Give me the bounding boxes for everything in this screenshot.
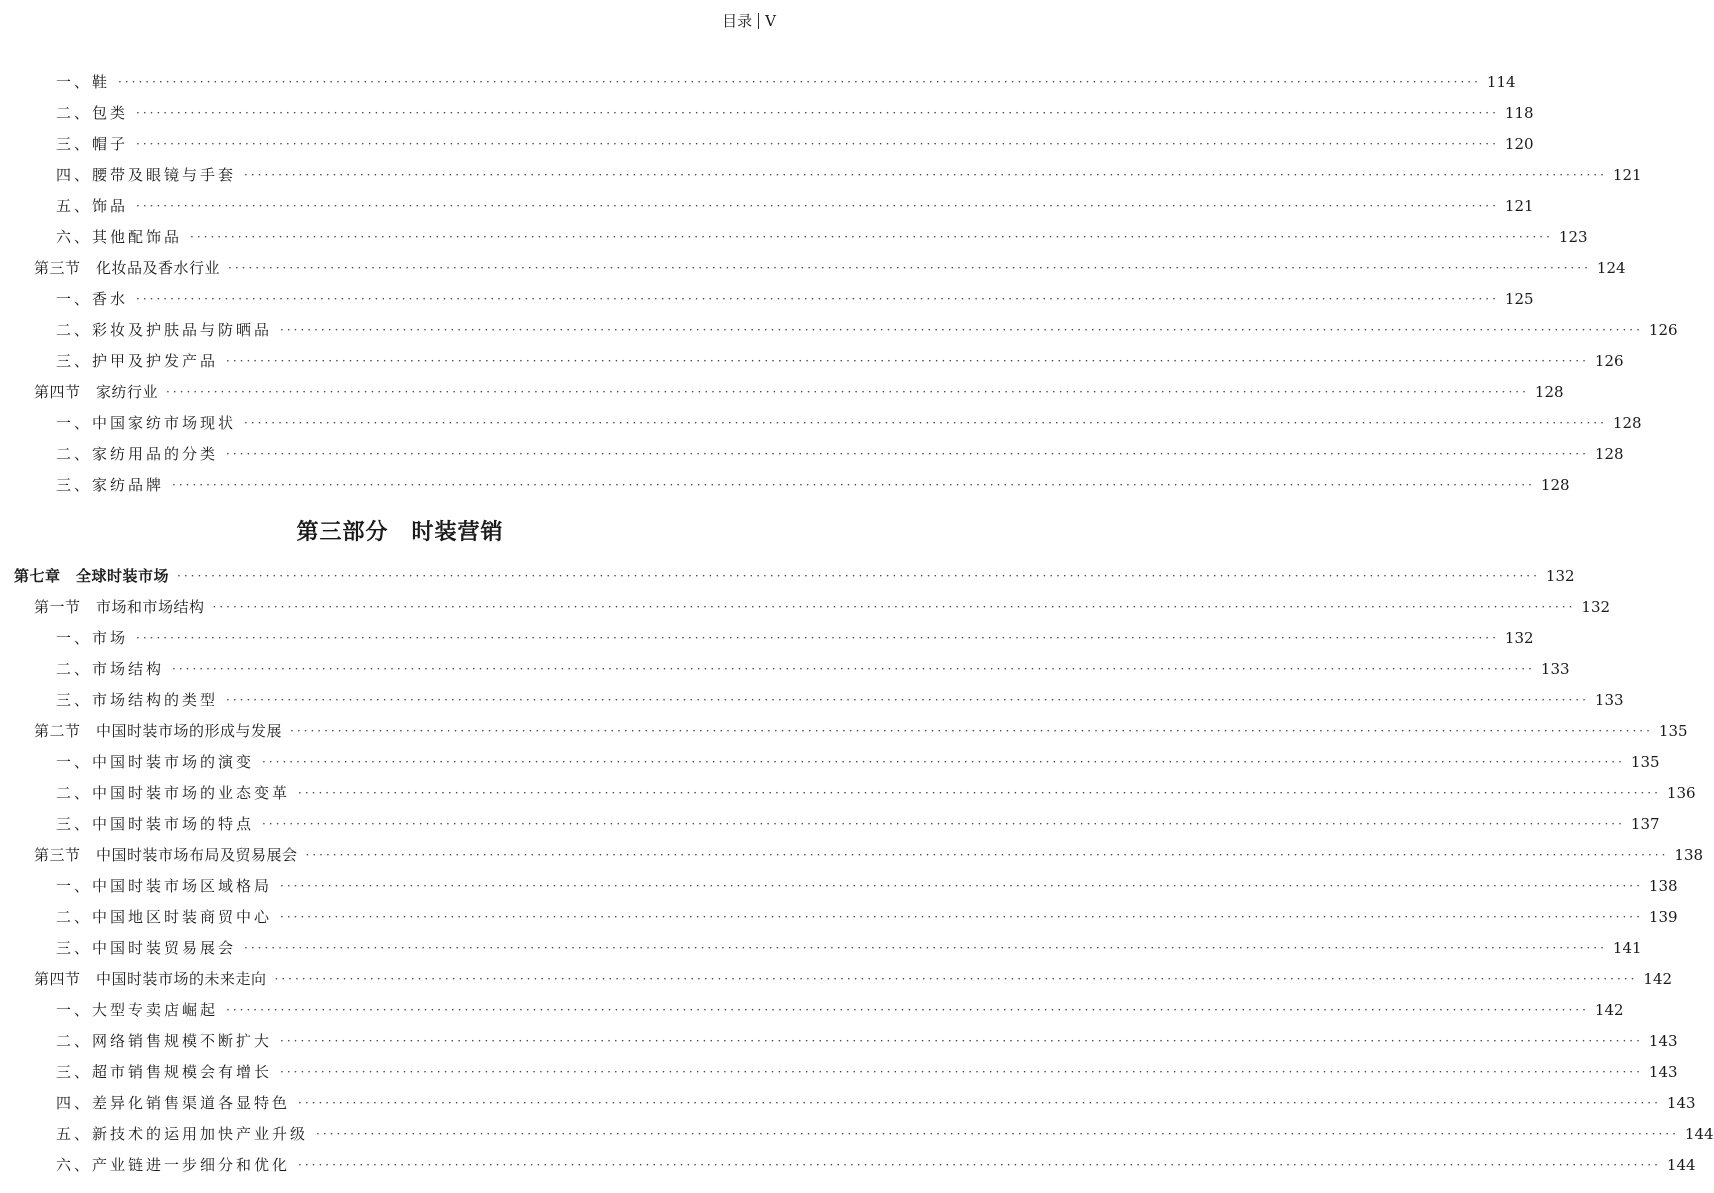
toc-entry-label: 一、香水: [56, 290, 129, 308]
toc-item-entry[interactable]: [0, 622, 1534, 653]
toc-item-entry[interactable]: [0, 870, 1678, 901]
toc-entry-page: 128: [1540, 475, 1570, 494]
toc-item-entry[interactable]: [0, 66, 1516, 97]
toc-leader-dots: ········································································································································································································: [136, 291, 1499, 306]
toc-entry-label: 二、家纺用品的分类: [56, 445, 219, 463]
toc-entry-page: 143: [1648, 1062, 1678, 1081]
toc-section-before: [0, 66, 1678, 500]
toc-leader-dots: ········································································································································································································: [290, 723, 1653, 738]
toc-entry-label: 第七章 全球时装市场: [14, 567, 170, 585]
toc-leader-dots: ········································································································································································································: [226, 353, 1589, 368]
toc-entry-page: 121: [1504, 196, 1534, 215]
toc-section-entry[interactable]: [0, 715, 1688, 746]
toc-leader-dots: ········································································································································································································: [280, 878, 1643, 893]
toc-entry-label: 三、帽子: [56, 135, 129, 153]
toc-item-entry[interactable]: [0, 1149, 1696, 1180]
toc-entry-page: 126: [1594, 351, 1624, 370]
toc-entry-page: 143: [1648, 1031, 1678, 1050]
toc-entry-label: 二、中国时装市场的业态变革: [56, 784, 291, 802]
toc-entry-page: 114: [1486, 72, 1516, 91]
toc-entry-page: 144: [1666, 1155, 1696, 1174]
toc-item-entry[interactable]: [0, 1118, 1714, 1149]
toc-entry-page: 123: [1558, 227, 1588, 246]
toc-leader-dots: ········································································································································································································: [212, 599, 1576, 614]
toc-entry-label: 三、中国时装贸易展会: [56, 939, 237, 957]
toc-leader-dots: ········································································································································································································: [166, 384, 1529, 399]
toc-leader-dots: ········································································································································································································: [280, 322, 1643, 337]
toc-item-entry[interactable]: [0, 932, 1642, 963]
header-page-number: V: [765, 11, 776, 30]
toc-leader-dots: ········································································································································································································: [136, 105, 1499, 120]
toc-item-entry[interactable]: [0, 469, 1570, 500]
toc-entry-page: 138: [1648, 876, 1678, 895]
toc-entry-page: 128: [1594, 444, 1624, 463]
toc-entry-label: 三、市场结构的类型: [56, 691, 219, 709]
toc-entry-label: 一、市场: [56, 629, 129, 647]
toc-entry-label: 四、差异化销售渠道各显特色: [56, 1094, 291, 1112]
toc-chapter-entry[interactable]: [0, 560, 1575, 591]
toc-leader-dots: ········································································································································································································: [316, 1126, 1679, 1141]
toc-item-entry[interactable]: [0, 1087, 1696, 1118]
table-of-contents: [0, 66, 1714, 1180]
toc-leader-dots: ········································································································································································································: [298, 1157, 1661, 1172]
toc-section-entry[interactable]: [0, 839, 1704, 870]
toc-item-entry[interactable]: [0, 345, 1624, 376]
toc-leader-dots: ········································································································································································································: [228, 260, 1591, 275]
toc-entry-label: 三、护甲及护发产品: [56, 352, 219, 370]
toc-entry-label: 一、中国家纺市场现状: [56, 414, 237, 432]
header-section: 目录: [722, 12, 753, 30]
toc-entry-page: 133: [1594, 690, 1624, 709]
running-header: [722, 10, 776, 31]
toc-entry-page: 126: [1648, 320, 1678, 339]
toc-item-entry[interactable]: [0, 221, 1588, 252]
toc-entry-page: 132: [1504, 628, 1534, 647]
toc-item-entry[interactable]: [0, 994, 1624, 1025]
toc-item-entry[interactable]: [0, 407, 1642, 438]
toc-leader-dots: ········································································································································································································: [244, 940, 1607, 955]
toc-leader-dots: ········································································································································································································: [226, 692, 1589, 707]
toc-entry-page: 125: [1504, 289, 1534, 308]
toc-entry-label: 第一节 市场和市场结构: [34, 598, 205, 616]
toc-entry-page: 137: [1630, 814, 1660, 833]
toc-entry-label: 二、包类: [56, 104, 129, 122]
toc-item-entry[interactable]: [0, 438, 1624, 469]
toc-leader-dots: ········································································································································································································: [136, 630, 1499, 645]
toc-item-entry[interactable]: [0, 159, 1642, 190]
toc-entry-page: 121: [1612, 165, 1642, 184]
toc-leader-dots: ········································································································································································································: [280, 909, 1643, 924]
toc-entry-label: 三、中国时装市场的特点: [56, 815, 255, 833]
toc-item-entry[interactable]: [0, 1056, 1678, 1087]
toc-entry-label: 第二节 中国时装市场的形成与发展: [34, 722, 283, 740]
toc-entry-label: 二、中国地区时装商贸中心: [56, 908, 273, 926]
toc-entry-label: 二、网络销售规模不断扩大: [56, 1032, 273, 1050]
toc-entry-label: 一、中国时装市场区域格局: [56, 877, 273, 895]
toc-item-entry[interactable]: [0, 901, 1678, 932]
header-divider: [758, 13, 759, 29]
toc-entry-page: 141: [1612, 938, 1642, 957]
toc-item-entry[interactable]: [0, 777, 1696, 808]
toc-entry-page: 135: [1658, 721, 1688, 740]
toc-entry-page: 143: [1666, 1093, 1696, 1112]
toc-item-entry[interactable]: [0, 128, 1534, 159]
part-title: 第三部分 时装营销: [296, 519, 504, 545]
toc-entry-label: 二、市场结构: [56, 660, 165, 678]
toc-entry-page: 128: [1534, 382, 1564, 401]
toc-leader-dots: ········································································································································································································: [280, 1064, 1643, 1079]
toc-entry-page: 135: [1630, 752, 1660, 771]
toc-leader-dots: ········································································································································································································: [226, 446, 1589, 461]
toc-entry-page: 136: [1666, 783, 1696, 802]
toc-entry-label: 五、饰品: [56, 197, 129, 215]
toc-leader-dots: ········································································································································································································: [136, 198, 1499, 213]
toc-entry-label: 四、腰带及眼镜与手套: [56, 166, 237, 184]
toc-leader-dots: ········································································································································································································: [226, 1002, 1589, 1017]
toc-item-entry[interactable]: [0, 808, 1660, 839]
toc-entry-page: 128: [1612, 413, 1642, 432]
toc-item-entry[interactable]: [0, 746, 1660, 777]
toc-item-entry[interactable]: [0, 653, 1570, 684]
toc-leader-dots: ········································································································································································································: [136, 136, 1499, 151]
toc-leader-dots: ········································································································································································································: [172, 477, 1535, 492]
toc-item-entry[interactable]: [0, 314, 1678, 345]
toc-section-entry[interactable]: [0, 376, 1564, 407]
toc-leader-dots: ········································································································································································································: [262, 816, 1625, 831]
toc-leader-dots: ········································································································································································································: [305, 847, 1669, 862]
toc-leader-dots: ········································································································································································································: [118, 74, 1481, 89]
toc-leader-dots: ········································································································································································································: [244, 415, 1607, 430]
toc-entry-label: 一、鞋: [56, 73, 111, 91]
toc-entry-page: 124: [1596, 258, 1626, 277]
toc-leader-dots: ········································································································································································································: [280, 1033, 1643, 1048]
toc-leader-dots: ········································································································································································································: [274, 971, 1638, 986]
toc-entry-label: 一、大型专卖店崛起: [56, 1001, 219, 1019]
toc-entry-page: 142: [1594, 1000, 1624, 1019]
toc-item-entry[interactable]: [0, 190, 1534, 221]
toc-entry-page: 133: [1540, 659, 1570, 678]
toc-entry-label: 第四节 家纺行业: [34, 383, 159, 401]
toc-section-entry[interactable]: [0, 252, 1626, 283]
toc-entry-label: 六、其他配饰品: [56, 228, 183, 246]
toc-entry-label: 第四节 中国时装市场的未来走向: [34, 970, 267, 988]
toc-leader-dots: ········································································································································································································: [298, 785, 1661, 800]
toc-entry-page: 118: [1504, 103, 1534, 122]
toc-entry-label: 三、家纺品牌: [56, 476, 165, 494]
toc-section-entry[interactable]: [0, 591, 1611, 622]
toc-entry-label: 第三节 中国时装市场布局及贸易展会: [34, 846, 298, 864]
toc-entry-page: 139: [1648, 907, 1678, 926]
toc-entry-page: 142: [1643, 969, 1673, 988]
toc-entry-page: 120: [1504, 134, 1534, 153]
toc-entry-label: 一、中国时装市场的演变: [56, 753, 255, 771]
toc-entry-label: 第三节 化妆品及香水行业: [34, 259, 221, 277]
toc-leader-dots: ········································································································································································································: [177, 568, 1540, 583]
toc-entry-page: 144: [1684, 1124, 1714, 1143]
toc-entry-page: 132: [1581, 597, 1611, 616]
toc-entry-label: 六、产业链进一步细分和优化: [56, 1156, 291, 1174]
toc-item-entry[interactable]: [0, 1025, 1678, 1056]
toc-entry-label: 二、彩妆及护肤品与防晒品: [56, 321, 273, 339]
toc-entry-page: 138: [1674, 845, 1704, 864]
toc-entry-label: 三、超市销售规模会有增长: [56, 1063, 273, 1081]
toc-entry-label: 五、新技术的运用加快产业升级: [56, 1125, 309, 1143]
toc-leader-dots: ········································································································································································································: [262, 754, 1625, 769]
toc-section-after: [0, 560, 1714, 1180]
toc-item-entry[interactable]: [0, 684, 1624, 715]
toc-section-entry[interactable]: [0, 963, 1673, 994]
toc-leader-dots: ········································································································································································································: [172, 661, 1535, 676]
toc-leader-dots: ········································································································································································································: [190, 229, 1553, 244]
toc-leader-dots: ········································································································································································································: [244, 167, 1607, 182]
toc-entry-page: 132: [1545, 566, 1575, 585]
toc-item-entry[interactable]: [0, 283, 1534, 314]
toc-item-entry[interactable]: [0, 97, 1534, 128]
toc-leader-dots: ········································································································································································································: [298, 1095, 1661, 1110]
